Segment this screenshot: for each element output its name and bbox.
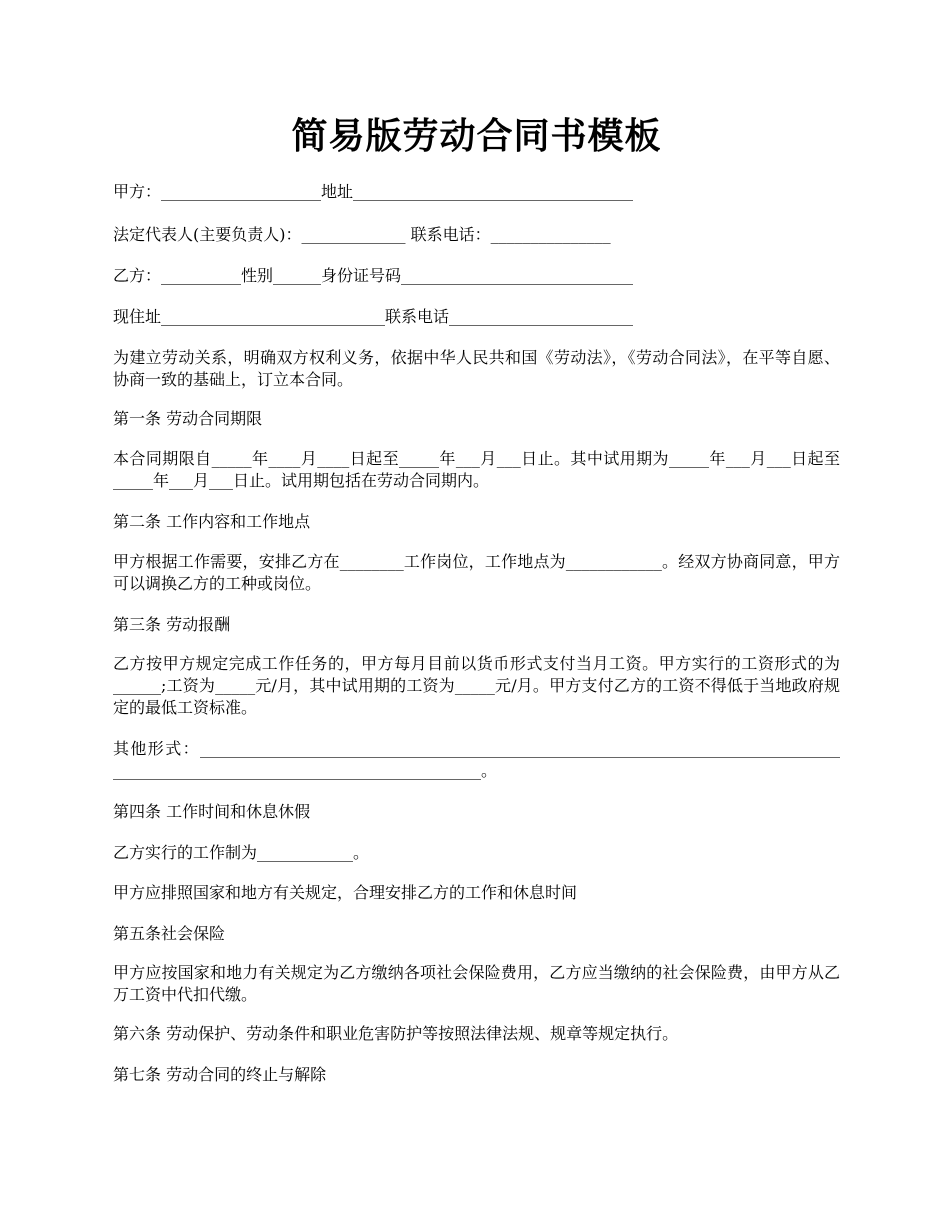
article-6-text: 第六条 劳动保护、劳动条件和职业危害防护等按照法律法规、规章等规定执行。	[113, 1024, 679, 1043]
article-2-heading: 第二条 工作内容和工作地点	[113, 512, 311, 531]
party-b-line: 乙方：__________性别______身份证号码_____________________________	[113, 266, 634, 285]
article-4-heading: 第四条 工作时间和休息休假	[113, 802, 311, 821]
article-7-heading: 第七条 劳动合同的终止与解除	[113, 1065, 327, 1084]
article-5-text: 甲方应按国家和地力有关规定为乙方缴纳各项社会保险费用，乙方应当缴纳的社会保险费，由甲方从乙万工资中代扣代缴。	[113, 963, 840, 1004]
preamble-paragraph: 为建立劳动关系，明确双方权利义务，依据中华人民共和国《劳动法》，《劳动合同法》，在平等自愿、协商一致的基础上，订立本合同。	[113, 348, 840, 389]
work-system-line: 乙方实行的工作制为____________。	[113, 843, 370, 862]
party-a-line: 甲方：____________________地址___________________________________	[113, 182, 634, 201]
document-title: 简易版劳动合同书模板	[291, 115, 662, 157]
address-line: 现住址____________________________联系电话_______________________	[113, 307, 634, 326]
other-forms-line: 其他形式：______________________________________________________________________________________________________________________________。	[113, 739, 840, 780]
article-1-text: 本合同期限自_____年____月____日起至_____年___月___日止。其中试用期为_____年___月___日起至_____年___月___日止。试用期包括在劳动合同期内。	[113, 449, 840, 490]
article-2-text: 甲方根据工作需要，安排乙方在________工作岗位，工作地点为____________。经双方协商同意，甲方可以调换乙方的工种或岗位。	[113, 552, 840, 593]
article-5-heading: 第五条社会保险	[113, 924, 226, 943]
article-3-heading: 第三条 劳动报酬	[113, 615, 231, 634]
rest-arrangement-line: 甲方应排照国家和地方有关规定，合理安排乙方的工作和休息时间	[113, 883, 578, 902]
legal-rep-line: 法定代表人(主要负责人)：_____________ 联系电话：_______________	[113, 225, 611, 244]
article-1-heading: 第一条 劳动合同期限	[113, 409, 263, 428]
article-3-text: 乙方按甲方规定完成工作任务的，甲方每月目前以货币形式支付当月工资。甲方实行的工资形式的为______;工资为_____元/月，其中试用期的工资为_____元/月。甲方支付乙方的工资不得低于当地政府规定的最低工资标准。	[113, 654, 840, 717]
